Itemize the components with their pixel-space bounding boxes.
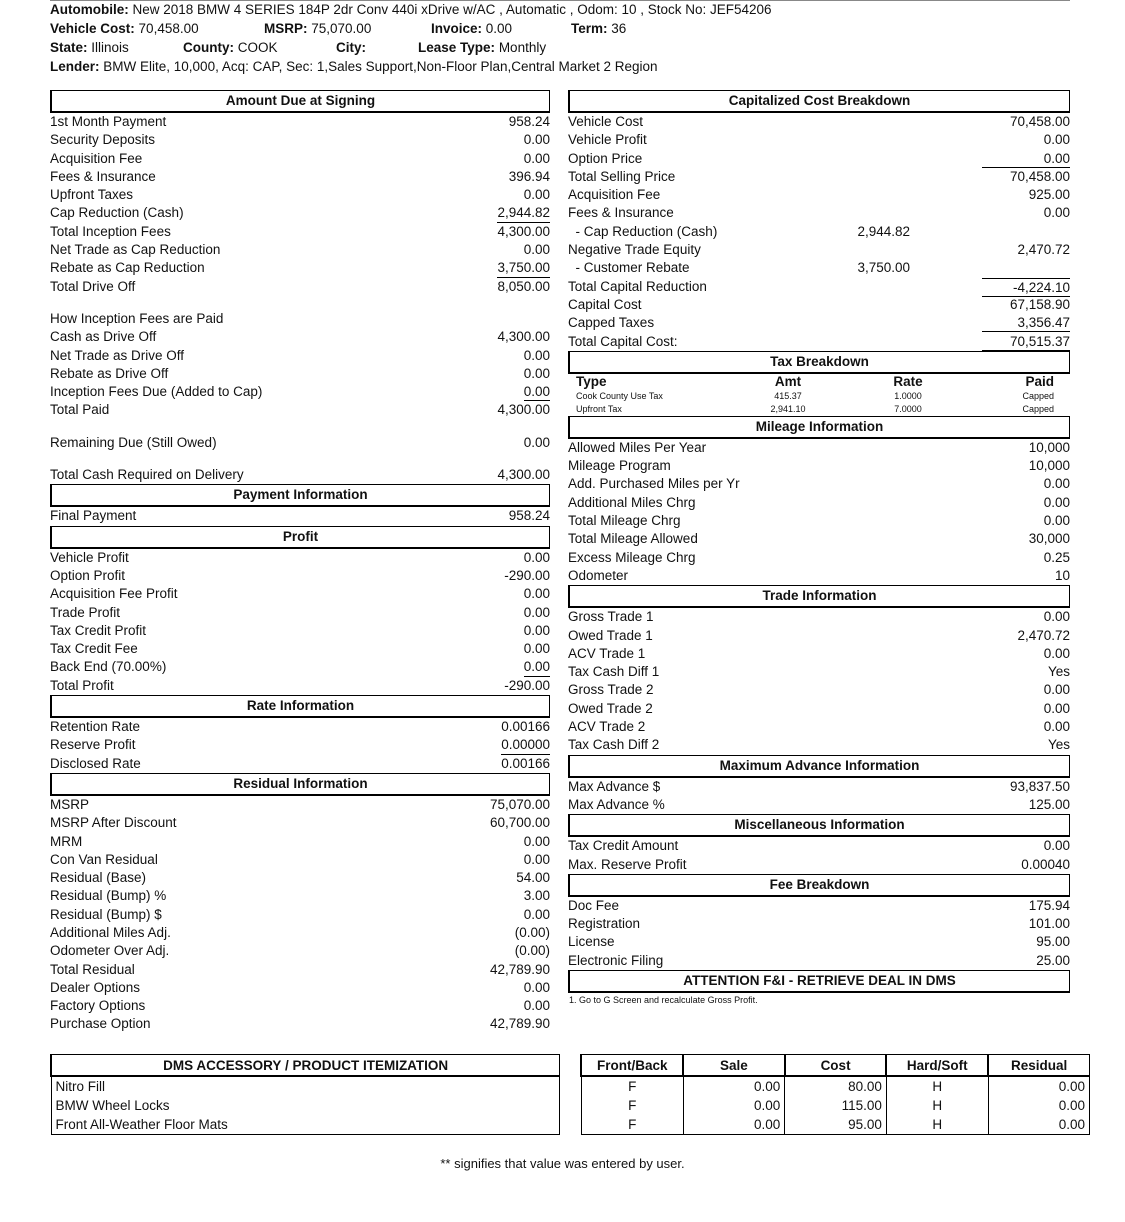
list-item: Acquisition Fee 925.00: [568, 187, 1070, 203]
list-item: Vehicle Profit 0.00: [568, 132, 1070, 148]
list-item: Gross Trade 1 0.00: [568, 609, 1070, 625]
cap-cost-title: Capitalized Cost Breakdown: [568, 90, 1070, 113]
list-item: Max Advance % 125.00: [568, 796, 1070, 812]
list-item: Registration 101.00: [568, 916, 1070, 932]
list-item: Owed Trade 1 2,470.72: [568, 627, 1070, 643]
table-row: Upfront Tax 2,941.10 7.0000 Capped: [576, 403, 1054, 414]
list-item: Acquisition Fee 0.00: [50, 150, 550, 166]
list-item: Tax Cash Diff 1 Yes: [568, 664, 1070, 680]
list-item: Security Deposits 0.00: [50, 132, 550, 148]
fee-breakdown-title: Fee Breakdown: [568, 874, 1070, 897]
list-item: Total Selling Price 70,458.00: [568, 168, 1070, 184]
accessory-table: [50, 1054, 1090, 1135]
lender-value: BMW Elite, 10,000, Acq: CAP, Sec: 1,Sales Support,Non-Floor Plan,Central Market 2 Region: [103, 59, 658, 74]
table-row: Front All-Weather Floor Mats F 0.00 95.00 H 0.00: [51, 1115, 1090, 1135]
list-item: Vehicle Cost 70,458.00: [568, 114, 1070, 129]
list-item: Dealer Options 0.00: [50, 979, 550, 995]
col-header-front-back: Front/Back: [581, 1055, 683, 1077]
list-item: MSRP 75,070.00: [50, 796, 550, 812]
list-item: Fees & Insurance 0.00: [568, 205, 1070, 221]
list-item: Total Paid 4,300.00: [50, 402, 550, 418]
max-advance-title: Maximum Advance Information: [568, 755, 1070, 778]
deal-header: [50, 0, 1070, 76]
payment-info-title: Payment Information: [50, 484, 550, 507]
list-item: Disclosed Rate 0.00166: [50, 755, 550, 771]
remaining-due: Remaining Due (Still Owed) 0.00: [50, 434, 550, 450]
how-inception-paid-label: How Inception Fees are Paid: [50, 310, 224, 326]
city-label: City:: [336, 40, 366, 55]
profit-title: Profit: [50, 526, 550, 549]
term-label: Term:: [571, 21, 608, 36]
list-item: Total Capital Reduction -4,224.10: [568, 278, 1070, 295]
mileage-rows: [568, 439, 1070, 585]
residual-rows: [50, 796, 550, 1034]
list-item: Negative Trade Equity 2,470.72: [568, 242, 1070, 258]
list-item: - Cap Reduction (Cash) 2,944.82: [568, 223, 910, 239]
list-item: Con Van Residual 0.00: [50, 851, 550, 867]
cap-cost-rows: [568, 113, 1070, 351]
trade-info-title: Trade Information: [568, 585, 1070, 608]
total-cash-required: Total Cash Required on Delivery 4,300.00: [50, 467, 550, 483]
list-item: Allowed Miles Per Year 10,000: [568, 439, 1070, 455]
list-item: Rebate as Drive Off 0.00: [50, 365, 550, 381]
list-item: Cap Reduction (Cash) 2,944.82: [50, 204, 550, 222]
list-item: Trade Profit 0.00: [50, 604, 550, 620]
list-item: Excess Mileage Chrg 0.25: [568, 549, 1070, 565]
list-item: MSRP After Discount 60,700.00: [50, 815, 550, 831]
rate-info-title: Rate Information: [50, 695, 550, 718]
table-header: [51, 1055, 1090, 1077]
msrp-label: MSRP:: [264, 21, 308, 36]
list-item: Add. Purchased Miles per Yr 0.00: [568, 476, 1070, 492]
footer-note: ** signifies that value was entered by user.: [440, 1156, 685, 1171]
list-item: Max Advance $ 93,837.50: [568, 778, 1070, 794]
tax-header: Type Amt Rate Paid: [576, 373, 1054, 389]
header-line-cost: [50, 19, 1070, 38]
list-item: Retention Rate 0.00166: [50, 719, 550, 735]
table-row: BMW Wheel Locks F 0.00 115.00 H 0.00: [51, 1096, 1090, 1115]
table-row: Nitro Fill F 0.00 80.00 H 0.00: [51, 1076, 1090, 1096]
list-item: Cash as Drive Off 4,300.00: [50, 329, 550, 345]
profit-rows: [50, 549, 550, 695]
automobile-label: Automobile:: [50, 2, 129, 17]
header-line-location: [50, 38, 1070, 57]
col-header-residual: Residual: [988, 1055, 1089, 1077]
header-line-automobile: [50, 0, 1070, 19]
list-item: Max. Reserve Profit 0.00040: [568, 856, 1070, 872]
right-column: [568, 90, 1070, 1007]
residual-info-title: Residual Information: [50, 773, 550, 796]
list-item: Capped Taxes 3,356.47: [568, 315, 1070, 331]
list-item: Tax Credit Fee 0.00: [50, 641, 550, 657]
list-item: Gross Trade 2 0.00: [568, 682, 1070, 698]
list-item: Owed Trade 2 0.00: [568, 700, 1070, 716]
attention-note: 1. Go to G Screen and recalculate Gross Profit.: [569, 994, 758, 1005]
list-item: Reserve Profit 0.00000: [50, 736, 550, 754]
lease-type-value: Monthly: [498, 40, 547, 55]
vehicle-cost-value: 70,458.00: [138, 21, 199, 36]
list-item: Mileage Program 10,000: [568, 458, 1070, 474]
lender-label: Lender:: [50, 59, 100, 74]
state-label: State:: [50, 40, 88, 55]
term-value: 36: [611, 21, 627, 36]
list-item: Doc Fee 175.94: [568, 897, 1070, 913]
list-item: Odometer 10: [568, 567, 1070, 583]
list-item: Total Drive Off 8,050.00: [50, 278, 550, 294]
amount-due-rows: [50, 113, 550, 296]
list-item: Tax Credit Profit 0.00: [50, 622, 550, 638]
vehicle-cost-label: Vehicle Cost:: [50, 21, 135, 36]
list-item: Total Profit -290.00: [50, 677, 550, 693]
msrp-value: 75,070.00: [311, 21, 372, 36]
lease-type-label: Lease Type:: [418, 40, 496, 55]
list-item: Residual (Base) 54.00: [50, 870, 550, 886]
col-header-hard-soft: Hard/Soft: [886, 1055, 988, 1077]
list-item: Capital Cost 67,158.90: [568, 296, 1070, 312]
final-payment: Final Payment 958.24: [50, 508, 550, 524]
list-item: Total Mileage Chrg 0.00: [568, 513, 1070, 529]
tax-breakdown-title: Tax Breakdown: [568, 351, 1070, 374]
list-item: Rebate as Cap Reduction 3,750.00: [50, 259, 550, 277]
list-item: Residual (Bump) % 3.00: [50, 888, 550, 904]
list-item: ACV Trade 2 0.00: [568, 719, 1070, 735]
list-item: License 95.00: [568, 934, 1070, 950]
col-header-cost: Cost: [785, 1055, 887, 1077]
list-item: Option Price 0.00: [568, 150, 1070, 166]
list-item: Tax Cash Diff 2 Yes: [568, 737, 1070, 753]
list-item: Vehicle Profit 0.00: [50, 549, 550, 565]
invoice-label: Invoice:: [431, 21, 483, 36]
col-header-name: DMS ACCESSORY / PRODUCT ITEMIZATION: [51, 1055, 560, 1077]
automobile-value: New 2018 BMW 4 SERIES 184P 2dr Conv 440i xDrive w/AC , Automatic , Odom: 10 , Stock No: JEF54206: [132, 2, 772, 17]
list-item: Tax Credit Amount 0.00: [568, 838, 1070, 854]
header-line-lender: [50, 57, 1070, 76]
mileage-info-title: Mileage Information: [568, 416, 1070, 439]
list-item: Net Trade as Drive Off 0.00: [50, 347, 550, 363]
list-item: Fees & Insurance 396.94: [50, 168, 550, 184]
invoice-value: 0.00: [485, 21, 513, 36]
table-row: Cook County Use Tax 415.37 1.0000 Capped: [576, 390, 1054, 401]
list-item: Purchase Option 42,789.90: [50, 1016, 550, 1032]
list-item: Factory Options 0.00: [50, 998, 550, 1014]
list-item: Additional Miles Adj. (0.00): [50, 924, 550, 940]
list-item: Residual (Bump) $ 0.00: [50, 906, 550, 922]
list-item: Total Inception Fees 4,300.00: [50, 223, 550, 239]
list-item: - Customer Rebate 3,750.00: [568, 260, 910, 276]
list-item: Electronic Filing 25.00: [568, 952, 1070, 968]
list-item: Option Profit -290.00: [50, 567, 550, 583]
county-value: COOK: [237, 40, 278, 55]
misc-info-title: Miscellaneous Information: [568, 814, 1070, 837]
list-item: Total Residual 42,789.90: [50, 961, 550, 977]
attention-banner: ATTENTION F&I - RETRIEVE DEAL IN DMS: [568, 970, 1070, 993]
trade-rows: [568, 608, 1070, 754]
col-header-sale: Sale: [683, 1055, 785, 1077]
list-item: Total Capital Cost: 70,515.37: [568, 333, 1070, 349]
list-item: Net Trade as Cap Reduction 0.00: [50, 242, 550, 258]
list-item: Upfront Taxes 0.00: [50, 187, 550, 203]
state-value: Illinois: [91, 40, 129, 55]
county-label: County:: [183, 40, 234, 55]
list-item: Odometer Over Adj. (0.00): [50, 943, 550, 959]
left-column: [50, 90, 550, 1034]
list-item: ACV Trade 1 0.00: [568, 645, 1070, 661]
list-item: Acquisition Fee Profit 0.00: [50, 586, 550, 602]
list-item: Inception Fees Due (Added to Cap) 0.00: [50, 383, 550, 401]
amount-due-title: Amount Due at Signing: [50, 90, 550, 113]
list-item: Additional Miles Chrg 0.00: [568, 494, 1070, 510]
list-item: MRM 0.00: [50, 833, 550, 849]
list-item: Total Mileage Allowed 30,000: [568, 531, 1070, 547]
list-item: Back End (70.00%) 0.00: [50, 658, 550, 676]
list-item: 1st Month Payment 958.24: [50, 114, 550, 129]
